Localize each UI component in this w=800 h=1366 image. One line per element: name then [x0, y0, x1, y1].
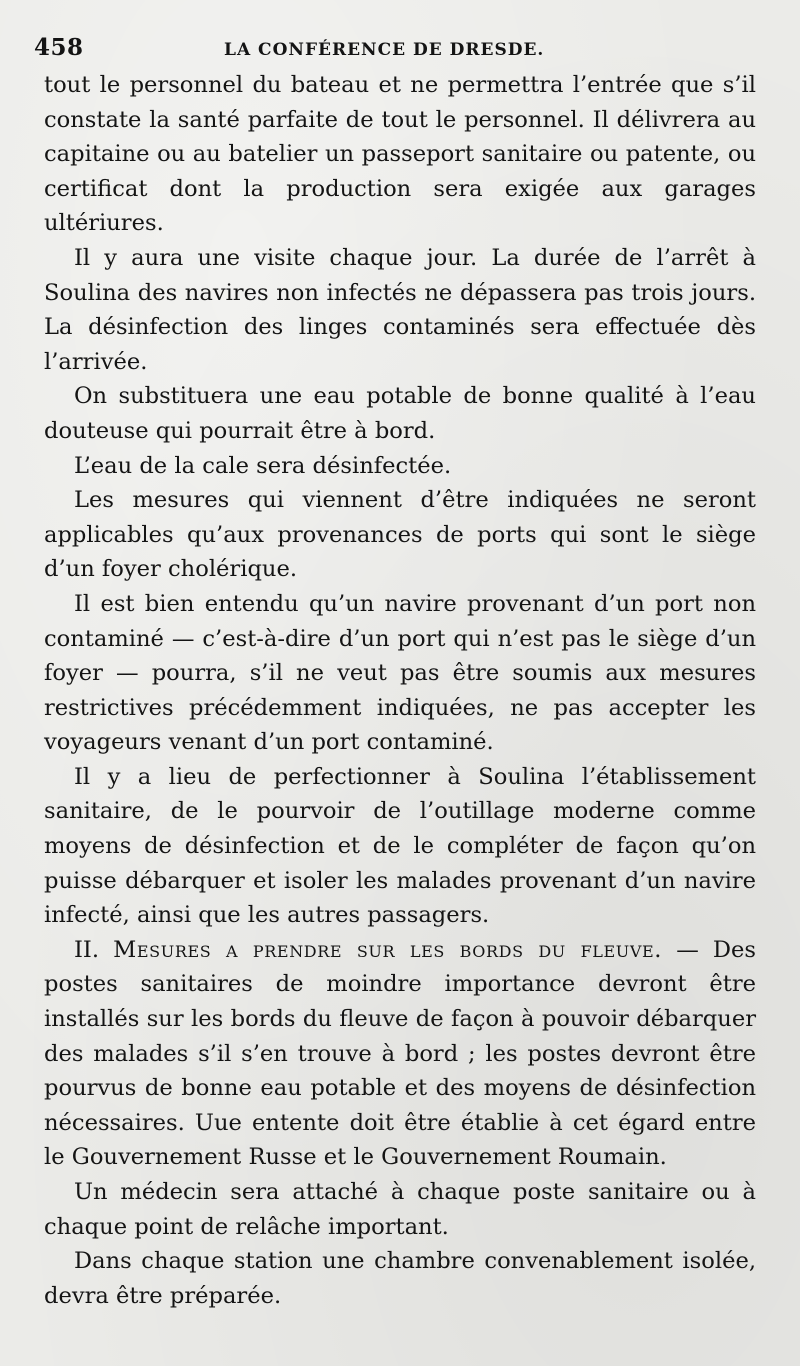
page-number: 458 [34, 34, 84, 61]
paragraph-doctor: Un médecin sera attaché à chaque poste sanitaire ou à chaque point de relâche important. [44, 1179, 756, 1240]
paragraph-daily-visit: Il y aura une visite chaque jour. La durée de l’arrêt à Soulina des navires non infectés ne dépassera pas trois jours. La désinfection des linges contaminés sera effectuée dès l’arrivée. [44, 244, 756, 375]
section-heading: Mesures a prendre sur les bords du fleuve. [113, 936, 663, 963]
running-title: LA CONFÉRENCE DE DRESDE. [224, 40, 545, 60]
paragraph-measures-scope: Les mesures qui viennent d’être indiquées ne seront applicables qu’aux provenances de ports qui sont le siège d’un foyer cholérique. [44, 487, 756, 583]
section-two-paragraph [44, 933, 756, 1175]
paragraph-continuation: tout le personnel du bateau et ne permettra l’entrée que s’il constate la santé parfaite de tout le personnel. Il délivrera au capitaine ou au batelier un passeport sanitaire ou patente, ou certificat dont la production sera exigée aux garages ultériures. [44, 72, 756, 237]
section-number: II. [74, 936, 100, 963]
paragraph-uncontaminated-ship: Il est bien entendu qu’un navire provenant d’un port non contaminé — c’est-à-dire d’un port qui n’est pas le siège d’un foyer — pourra, s’il ne veut pas être soumis aux mesures restrictives précédemment indiquées, ne pas accepter les voyageurs venant d’un port contaminé. [44, 590, 756, 756]
paragraph-sanitary-establishment: Il y a lieu de perfectionner à Soulina l’établissement sanitaire, de le pourvoir de l’outillage moderne comme moyens de désinfection et de le compléter de façon qu’on puisse débarquer et isoler les malades provenant d’un navire infecté, ainsi que les autres passagers. [44, 763, 756, 929]
paragraph-hold-water: L’eau de la cale sera désinfectée. [74, 452, 452, 479]
paragraph-potable-water: On substituera une eau potable de bonne qualité à l’eau douteuse qui pourrait être à bord. [44, 383, 756, 444]
section-text: — Des postes sanitaires de moindre importance devront être installés sur les bords du fleuve de façon à pouvoir débarquer des malades s’il s’en trouve à bord ; les postes devront être pourvus de bonne eau potable et des moyens de désinfection nécessaires. Uue entente doit être établie à cet égard entre le Gouvernement Russe et le Gouvernement Roumain. [44, 936, 757, 1171]
body-text [44, 68, 756, 1313]
running-head [34, 34, 756, 68]
paragraph-isolated-room: Dans chaque station une chambre convenablement isolée, devra être préparée. [44, 1248, 756, 1309]
